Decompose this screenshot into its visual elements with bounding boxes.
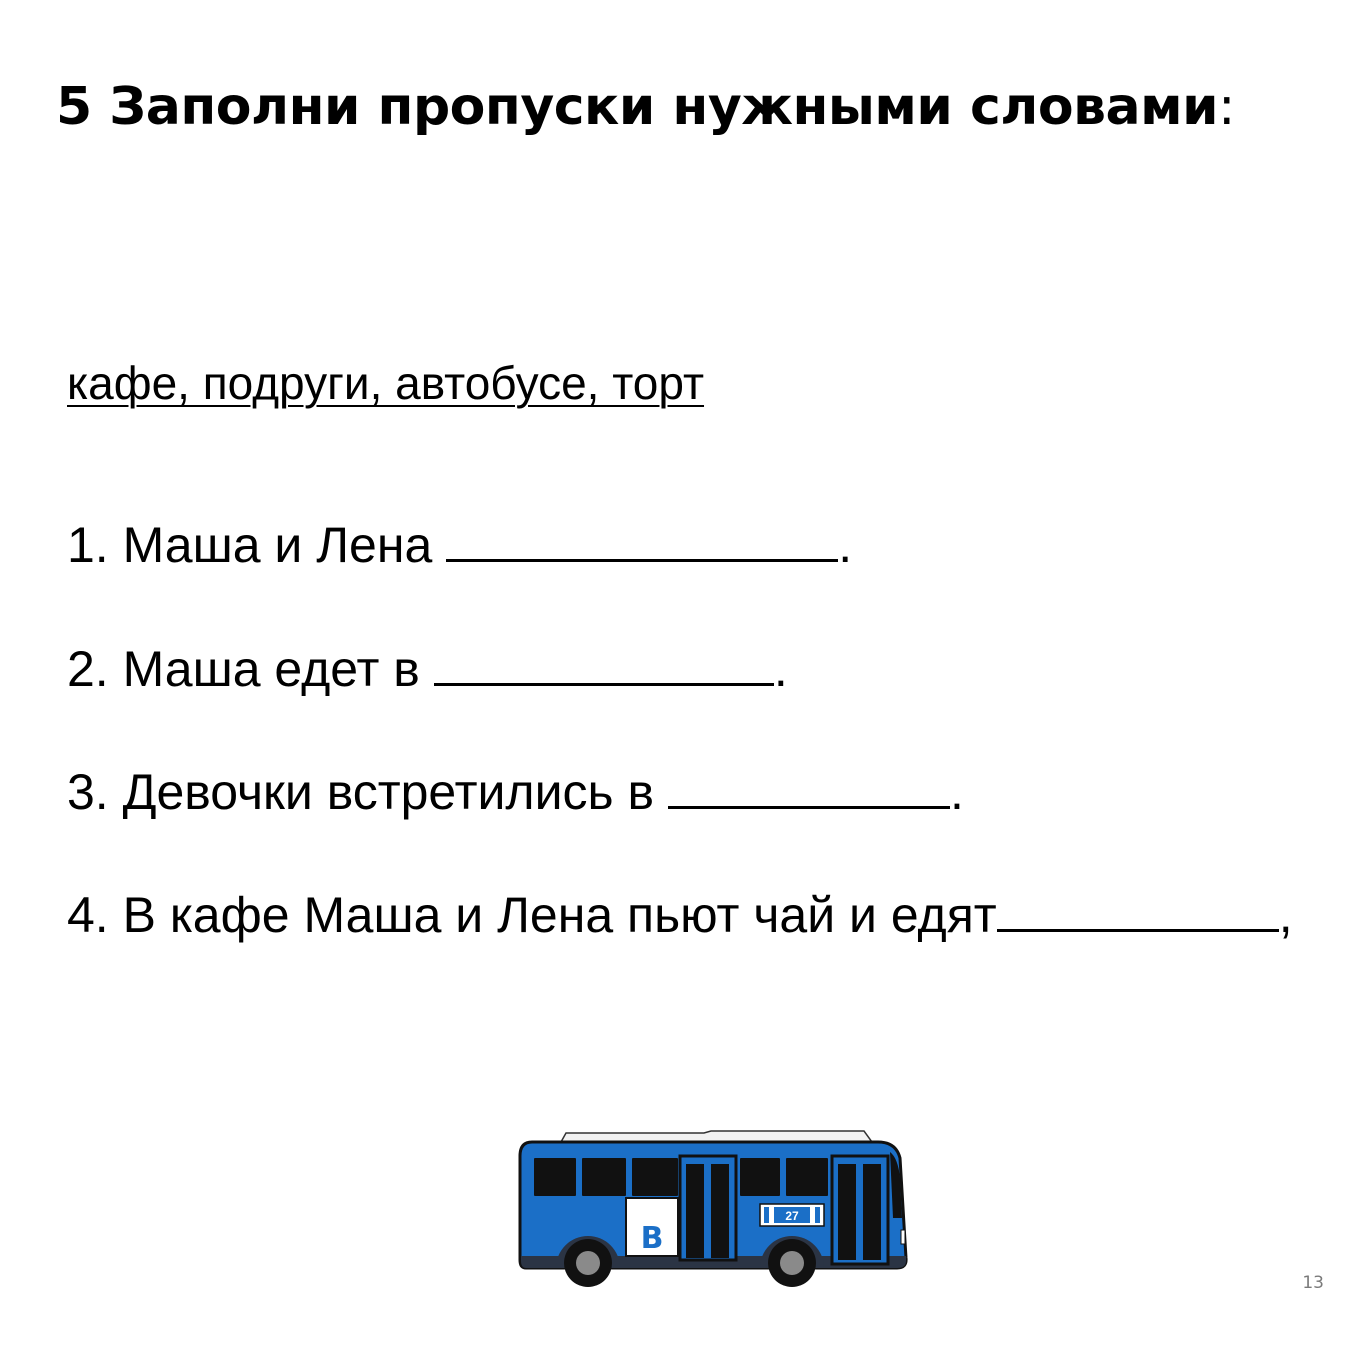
exercise-item-2-text: 2. Маша едет в bbox=[67, 641, 420, 697]
exercise-item-1-blank[interactable] bbox=[446, 525, 838, 562]
exercise-item-2 bbox=[67, 641, 788, 697]
exercise-item-1-text: 1. Маша и Лена bbox=[67, 517, 433, 573]
task-title-text: Заполни пропуски нужными словами bbox=[109, 77, 1219, 137]
exercise-item-4-text: 4. В кафе Маша и Лена пьют чай и едят bbox=[67, 887, 997, 943]
bus-illustration bbox=[516, 1128, 908, 1290]
exercise-item-4 bbox=[67, 887, 1293, 943]
exercise-item-2-blank[interactable] bbox=[434, 649, 774, 686]
task-number: 5 bbox=[56, 77, 92, 137]
exercise-item-3-end: . bbox=[950, 764, 964, 820]
bus-wheel-front bbox=[768, 1239, 816, 1287]
bus-side-letter: B bbox=[640, 1221, 664, 1256]
exercise-item-1 bbox=[67, 517, 853, 573]
exercise-item-4-blank[interactable] bbox=[997, 895, 1279, 932]
bus-route-number: 27 bbox=[785, 1209, 799, 1223]
exercise-item-3 bbox=[67, 764, 964, 820]
task-title bbox=[56, 78, 1235, 138]
exercise-item-3-blank[interactable] bbox=[668, 772, 950, 809]
word-bank: кафе, подруги, автобусе, торт bbox=[67, 357, 705, 409]
exercise-item-2-end: . bbox=[773, 641, 788, 697]
bus-wheel-rear bbox=[564, 1239, 612, 1287]
exercise-item-3-text: 3. Девочки встретились в bbox=[67, 764, 655, 820]
task-title-colon: : bbox=[1218, 77, 1236, 137]
exercise-item-1-end: . bbox=[838, 517, 853, 573]
exercise-item-4-end: , bbox=[1278, 887, 1293, 943]
page-number: 13 bbox=[1302, 1273, 1324, 1293]
